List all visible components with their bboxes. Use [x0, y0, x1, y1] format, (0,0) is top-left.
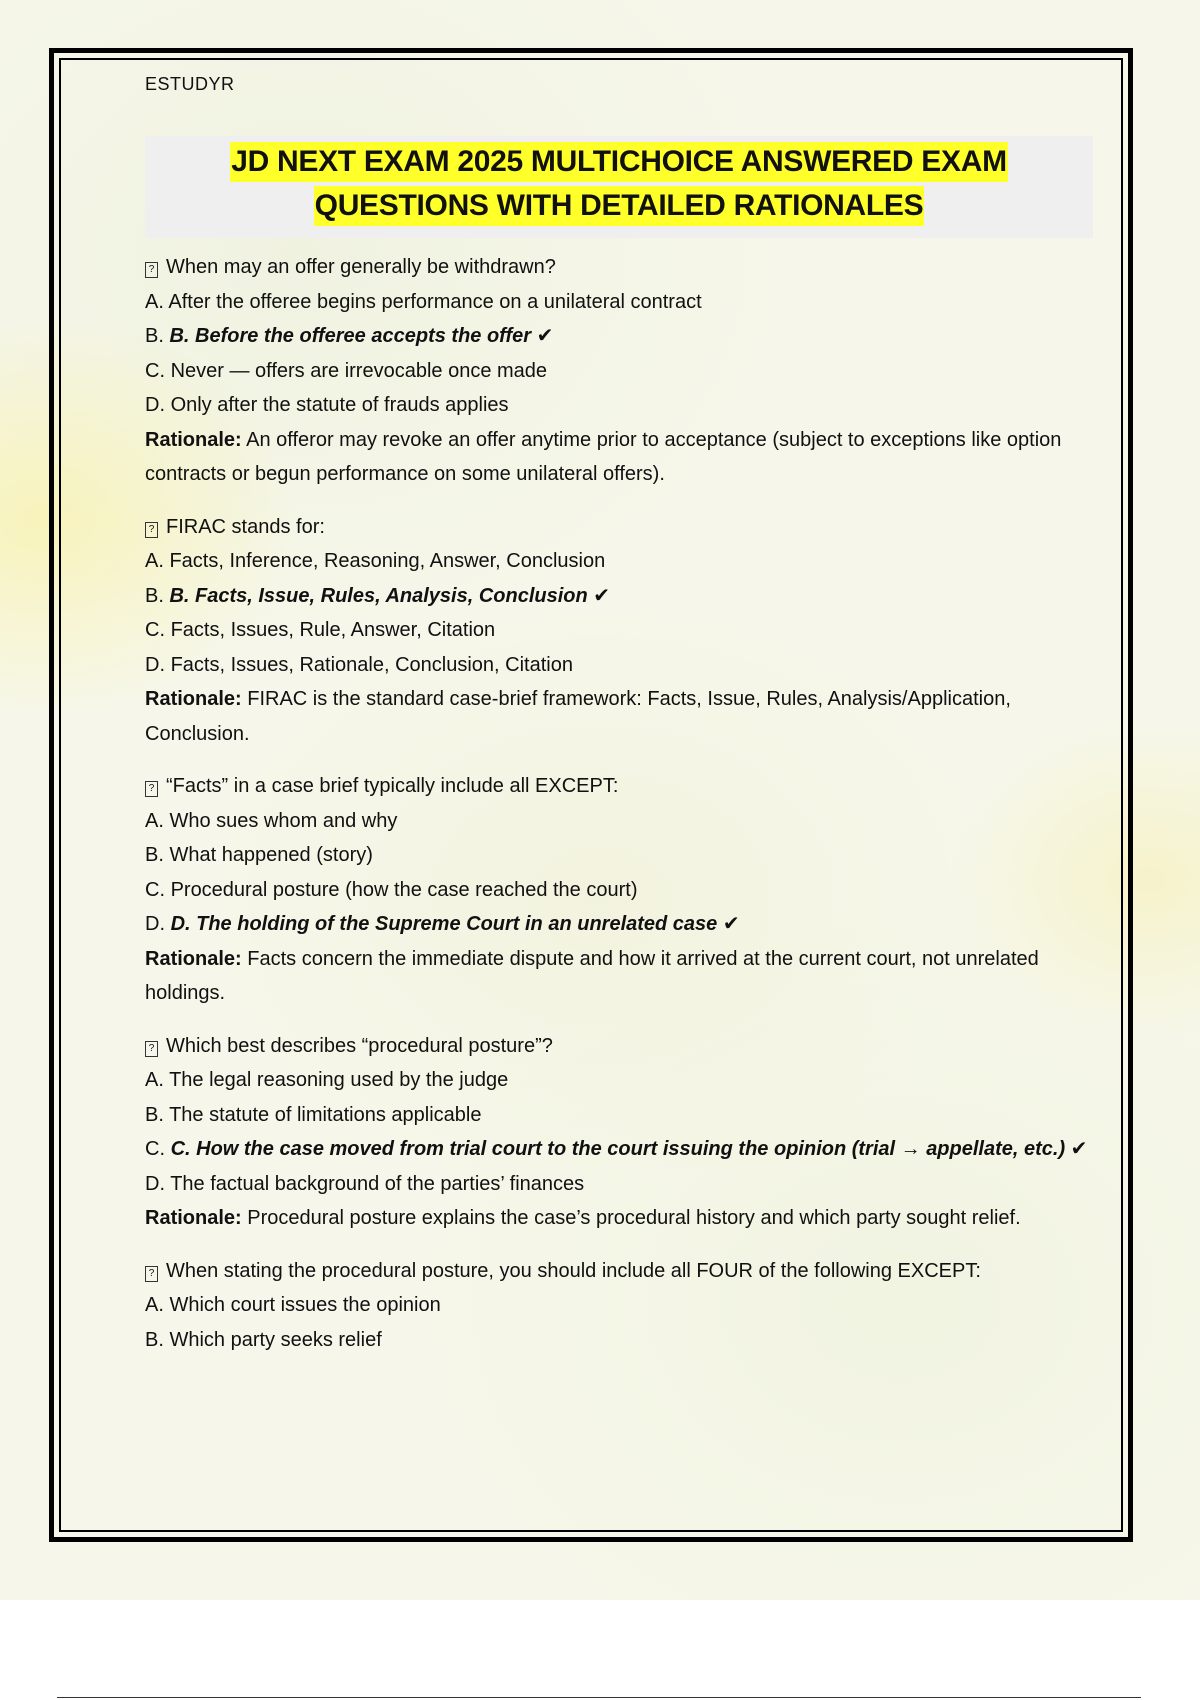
- question-text: ? Which best describes “procedural posture”?: [145, 1029, 1095, 1064]
- option-b: B. What happened (story): [145, 844, 373, 866]
- option-b-correct: B. B. Before the offeree accepts the offer ✔: [145, 325, 554, 347]
- rationale: Rationale: Procedural posture explains the case’s procedural history and which party sought relief.: [145, 1207, 1021, 1229]
- question-icon: ?: [145, 781, 158, 797]
- question-text: ? “Facts” in a case brief typically include all EXCEPT:: [145, 769, 1095, 804]
- title-line-1: JD NEXT EXAM 2025 MULTICHOICE ANSWERED EXAM: [230, 142, 1008, 182]
- option-a: A. The legal reasoning used by the judge: [145, 1069, 509, 1091]
- option-b: B. Which party seeks relief: [145, 1328, 382, 1351]
- option-d: D. The factual background of the parties’ finances: [145, 1172, 585, 1195]
- option-a: A. Who sues whom and why: [145, 809, 398, 832]
- option-a: A. After the offeree begins performance on a unilateral contract: [145, 290, 702, 313]
- question-icon: ?: [145, 1041, 158, 1057]
- question-block-2: [145, 510, 1095, 752]
- option-c-correct: C. C. How the case moved from trial court to the court issuing the opinion (trial → appellate, etc.) ✔: [145, 1138, 1088, 1160]
- option-c: C. Never — offers are irrevocable once made: [145, 359, 548, 382]
- rationale: Rationale: An offeror may revoke an offer anytime prior to acceptance (subject to exceptions like option contracts or begun performance on some unilateral offers).: [145, 428, 1062, 485]
- option-c: C. Procedural posture (how the case reached the court): [145, 878, 638, 901]
- question-block-5: [145, 1254, 1095, 1358]
- option-d: D. Only after the statute of frauds applies: [145, 394, 509, 416]
- option-d: D. Facts, Issues, Rationale, Conclusion, Citation: [145, 653, 573, 676]
- option-b-correct: B. B. Facts, Issue, Rules, Analysis, Conclusion ✔: [145, 584, 611, 607]
- option-a: A. Facts, Inference, Reasoning, Answer, Conclusion: [145, 550, 606, 572]
- question-block-4: [145, 1029, 1095, 1236]
- brand-label: ESTUDYR: [145, 74, 235, 94]
- footer-rule: [57, 1697, 1141, 1698]
- question-text: ? When stating the procedural posture, you should include all FOUR of the following EXCEPT:: [145, 1254, 1095, 1289]
- title-box: [145, 136, 1093, 238]
- rationale: Rationale: FIRAC is the standard case-brief framework: Facts, Issue, Rules, Analysis/Application, Conclusion.: [145, 688, 1011, 745]
- option-a: A. Which court issues the opinion: [145, 1294, 441, 1316]
- question-text: ? FIRAC stands for:: [145, 510, 1095, 545]
- option-c: C. Facts, Issues, Rule, Answer, Citation: [145, 619, 496, 641]
- document-content: [145, 74, 1095, 1375]
- option-b: B. The statute of limitations applicable: [145, 1103, 482, 1126]
- question-icon: ?: [145, 1266, 158, 1282]
- question-icon: ?: [145, 262, 158, 278]
- question-block-3: [145, 769, 1095, 1011]
- question-text: ? When may an offer generally be withdrawn?: [145, 250, 1095, 285]
- question-block-1: [145, 250, 1095, 492]
- question-icon: ?: [145, 522, 158, 538]
- title-line-2: QUESTIONS WITH DETAILED RATIONALES: [314, 186, 925, 226]
- rationale: Rationale: Facts concern the immediate dispute and how it arrived at the current court, not unrelated holdings.: [145, 947, 1039, 1004]
- option-d-correct: D. D. The holding of the Supreme Court in an unrelated case ✔: [145, 913, 740, 935]
